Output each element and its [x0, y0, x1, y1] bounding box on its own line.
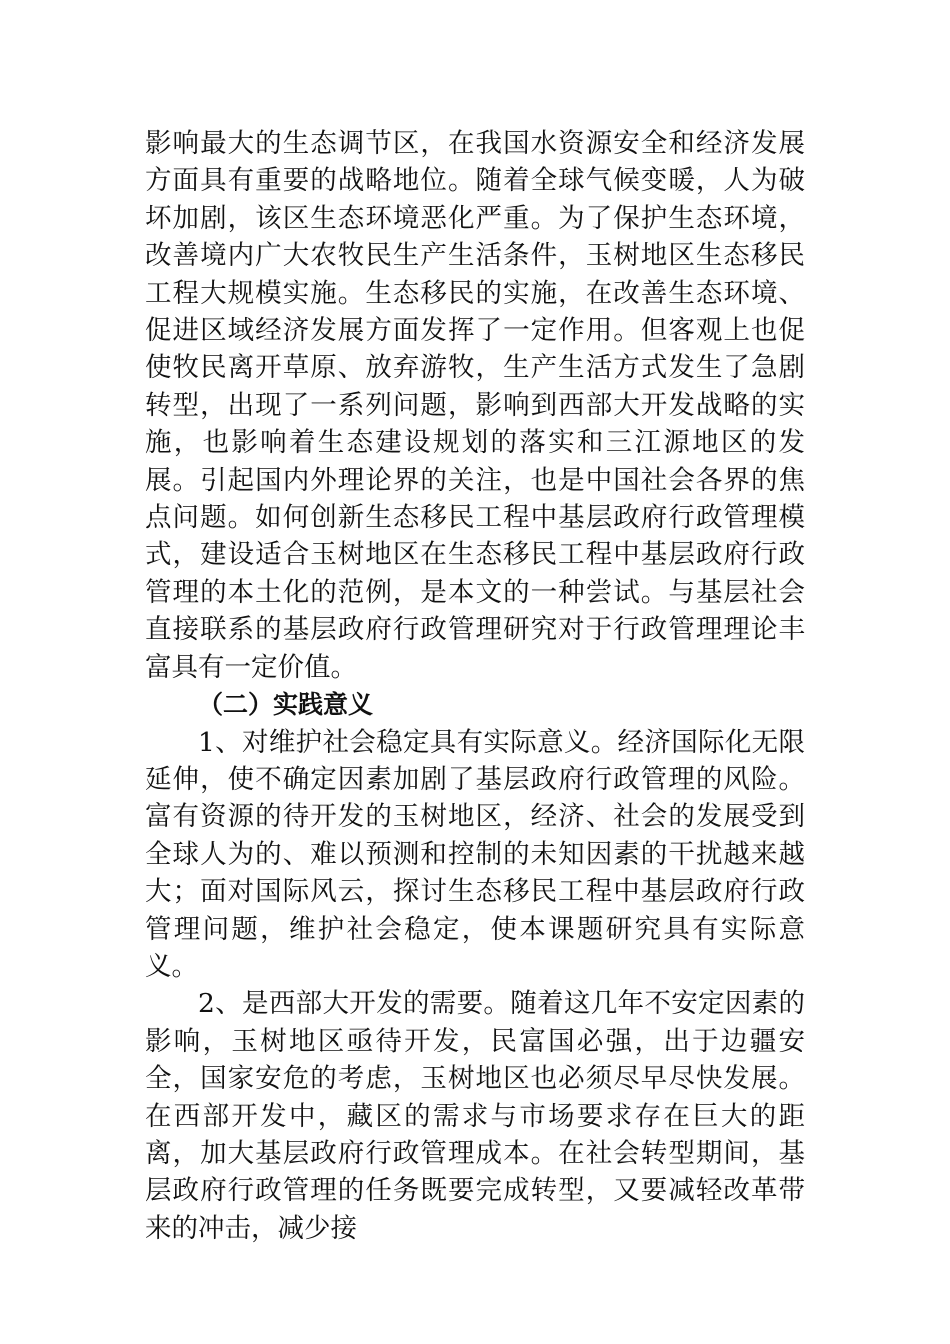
section-heading: （二）实践意义: [198, 690, 374, 720]
body-text: [145, 125, 805, 1247]
paragraph-continued: 影响最大的生态调节区，在我国水资源安全和经济发展方面具有重要的战略地位。随着全球气候变暖，人为破坏加剧，该区生态环境恶化严重。为了保护生态环境，改善境内广大农牧民生产生活条件，玉树地区生态移民工程大规模实施。生态移民的实施，在改善生态环境、促进区域经济发展方面发挥了一定作用。但客观上也促使牧民离开草原、放弃游牧，生产生活方式发生了急剧转型，出现了一系列问题，影响到西部大开发战略的实施，也影响着生态建设规划的落实和三江源地区的发展。引起国内外理论界的关注，也是中国社会各界的焦点问题。如何创新生态移民工程中基层政府行政管理模式，建设适合玉树地区在生态移民工程中基层政府行政管理的本土化的范例，是本文的一种尝试。与基层社会直接联系的基层政府行政管理研究对于行政管理理论丰富具有一定价值。: [145, 128, 805, 683]
paragraph-point-2: 2、是西部大开发的需要。随着这几年不安定因素的影响，玉树地区亟待开发，民富国必强，出于边疆安全，国家安危的考虑，玉树地区也必须尽早尽快发展。在西部开发中，藏区的需求与市场要求存在巨大的距离，加大基层政府行政管理成本。在社会转型期间，基层政府行政管理的任务既要完成转型，又要减轻改革带来的冲击，减少接: [145, 988, 805, 1244]
paragraph-point-1: 1、对维护社会稳定具有实际意义。经济国际化无限延伸，使不确定因素加剧了基层政府行政管理的风险。富有资源的待开发的玉树地区，经济、社会的发展受到全球人为的、难以预测和控制的未知因素的干扰越来越大；面对国际风云，探讨生态移民工程中基层政府行政管理问题，维护社会稳定，使本课题研究具有实际意义。: [145, 726, 805, 982]
